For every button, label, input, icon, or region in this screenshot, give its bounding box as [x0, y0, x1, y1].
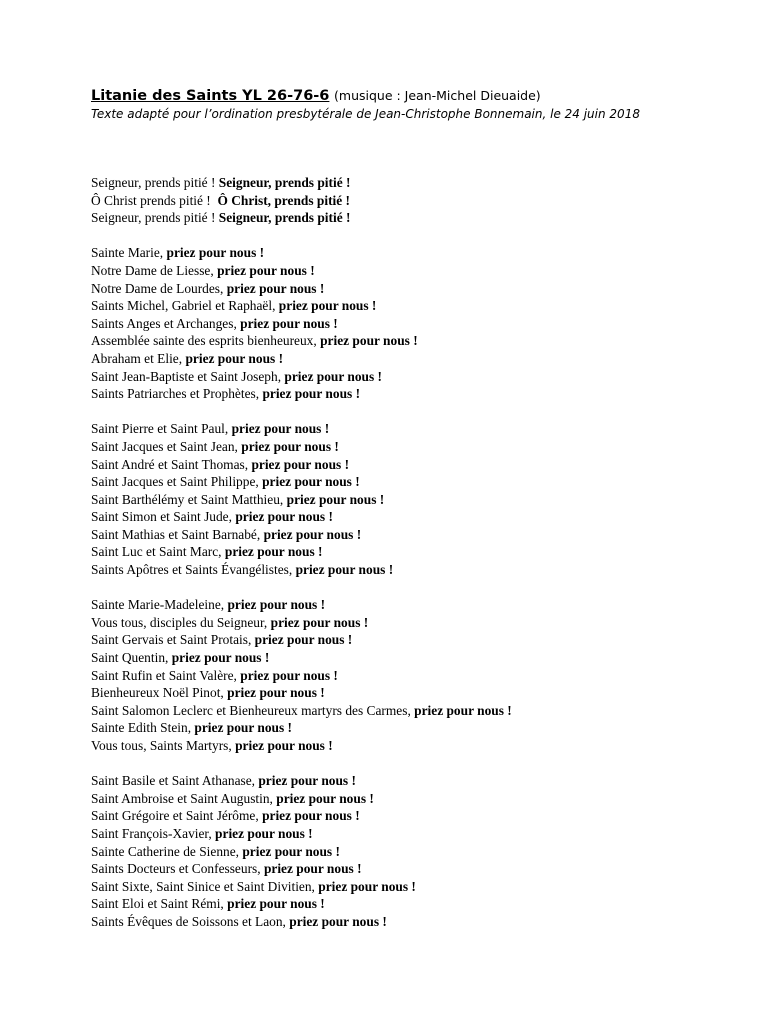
litany-line	[91, 825, 731, 843]
response-text: priez pour nous !	[320, 333, 418, 349]
document-header	[91, 86, 731, 123]
response-text: priez pour nous !	[278, 298, 377, 314]
litany-line	[91, 332, 731, 350]
response-text: priez pour nous !	[217, 262, 315, 278]
invocation-text: Saint Luc et Saint Marc,	[91, 544, 225, 560]
response-text: priez pour nous !	[258, 773, 356, 789]
response-text: priez pour nous !	[254, 632, 353, 648]
response-text: priez pour nous !	[227, 685, 325, 701]
response-text: priez pour nous !	[262, 808, 360, 824]
litany-line	[91, 368, 731, 386]
response-text: priez pour nous !	[270, 614, 369, 630]
litany-line	[91, 790, 731, 808]
invocation-text: Sainte Catherine de Sienne,	[91, 843, 243, 859]
invocation-text: Saint Jacques et Saint Philippe,	[91, 474, 263, 490]
litany-line	[91, 350, 731, 368]
litany-line	[91, 614, 731, 632]
response-text: priez pour nous !	[318, 878, 416, 894]
response-text: priez pour nous !	[262, 474, 360, 490]
invocation-text: Notre Dame de Liesse,	[91, 262, 218, 278]
document-page	[91, 86, 731, 948]
litany-line	[91, 315, 731, 333]
litany-line	[91, 526, 731, 544]
invocation-text: Notre Dame de Lourdes,	[91, 280, 227, 296]
litany-line	[91, 491, 731, 509]
invocation-text: Saint Rufin et Saint Valère,	[91, 667, 241, 683]
litany-stanza	[91, 244, 731, 402]
invocation-text: Saint Gervais et Saint Protais,	[91, 632, 255, 648]
response-text: priez pour nous !	[171, 650, 270, 666]
litany-line	[91, 473, 731, 491]
invocation-text: Saint Simon et Saint Jude,	[91, 509, 236, 525]
response-text: priez pour nous !	[231, 421, 330, 437]
response-text: priez pour nous !	[263, 526, 362, 542]
litany-stanza	[91, 420, 731, 578]
invocation-text: Saints Docteurs et Confesseurs,	[91, 861, 264, 877]
response-text: priez pour nous !	[166, 245, 265, 261]
litany-stanza	[91, 174, 731, 227]
litany-line	[91, 895, 731, 913]
invocation-text: Saints Évêques de Soissons et Laon,	[91, 913, 290, 929]
invocation-text: Ô Christ prends pitié !	[91, 192, 218, 208]
invocation-text: Saint Jacques et Saint Jean,	[91, 438, 242, 454]
response-text: priez pour nous !	[276, 790, 374, 806]
invocation-text: Saint Barthélémy et Saint Matthieu,	[91, 491, 287, 507]
litany-line	[91, 297, 731, 315]
litany-stanza	[91, 772, 731, 930]
response-text: priez pour nous !	[251, 456, 350, 472]
response-text: priez pour nous !	[263, 861, 362, 877]
response-text: priez pour nous !	[289, 913, 387, 929]
litany-line	[91, 737, 731, 755]
litany-stanza	[91, 596, 731, 754]
invocation-text: Saint Pierre et Saint Paul,	[91, 421, 232, 437]
litany-line	[91, 860, 731, 878]
invocation-text: Saint François-Xavier,	[91, 825, 216, 841]
litany-line	[91, 772, 731, 790]
invocation-text: Sainte Marie,	[91, 245, 167, 261]
response-text: priez pour nous !	[215, 825, 313, 841]
response-text: Seigneur, prends pitié !	[218, 210, 351, 226]
invocation-text: Saint Basile et Saint Athanase,	[91, 773, 259, 789]
litany-line	[91, 420, 731, 438]
litany-line	[91, 596, 731, 614]
invocation-text: Bienheureux Noël Pinot,	[91, 685, 228, 701]
document-subtitle: Texte adapté pour l’ordination presbytérale de Jean-Christophe Bonnemain, le 24 juin 2018	[91, 107, 640, 121]
invocation-text: Saint Salomon Leclerc et Bienheureux martyrs des Carmes,	[91, 702, 415, 718]
response-text: priez pour nous !	[227, 896, 325, 912]
response-text: priez pour nous !	[241, 438, 339, 454]
litany-line	[91, 878, 731, 896]
invocation-text: Seigneur, prends pitié !	[91, 175, 219, 190]
response-text: priez pour nous !	[194, 720, 292, 736]
invocation-text: Saints Apôtres et Saints Évangélistes,	[91, 562, 296, 578]
response-text: priez pour nous !	[185, 350, 284, 366]
response-text: Ô Christ, prends pitié !	[217, 192, 351, 208]
response-text: priez pour nous !	[286, 491, 385, 507]
response-text: priez pour nous !	[227, 597, 326, 613]
response-text: priez pour nous !	[284, 368, 382, 384]
litany-line	[91, 684, 731, 702]
litany-line	[91, 702, 731, 720]
response-text: priez pour nous !	[226, 280, 325, 296]
litany-line	[91, 843, 731, 861]
response-text: priez pour nous !	[224, 544, 323, 560]
invocation-text: Saints Anges et Archanges,	[91, 315, 241, 331]
invocation-text: Abraham et Elie,	[91, 350, 186, 366]
litany-line	[91, 438, 731, 456]
title-line	[91, 86, 731, 106]
invocation-text: Sainte Marie-Madeleine,	[91, 597, 228, 613]
litany-line	[91, 561, 731, 579]
invocation-text: Sainte Edith Stein,	[91, 720, 195, 736]
litany-line	[91, 192, 731, 210]
litany-line	[91, 262, 731, 280]
response-text: priez pour nous !	[235, 509, 333, 525]
response-text: priez pour nous !	[262, 386, 361, 402]
response-text: priez pour nous !	[240, 667, 338, 683]
litany-line	[91, 913, 731, 931]
response-text: priez pour nous !	[414, 702, 512, 718]
response-text: Seigneur, prends pitié !	[218, 175, 351, 190]
music-credit: (musique : Jean-Michel Dieuaide)	[334, 88, 541, 103]
response-text: priez pour nous !	[235, 738, 333, 753]
invocation-text: Saint André et Saint Thomas,	[91, 456, 252, 472]
document-title: Litanie des Saints YL 26-76-6	[91, 88, 330, 104]
invocation-text: Saint Grégoire et Saint Jérôme,	[91, 808, 263, 824]
invocation-text: Vous tous, Saints Martyrs,	[91, 738, 236, 753]
invocation-text: Saints Patriarches et Prophètes,	[91, 386, 263, 402]
invocation-text: Saint Eloi et Saint Rémi,	[91, 896, 228, 912]
invocation-text: Seigneur, prends pitié !	[91, 210, 219, 226]
litany-line	[91, 631, 731, 649]
litany-line	[91, 174, 731, 192]
invocation-text: Saint Sixte, Saint Sinice et Saint Divitien,	[91, 878, 319, 894]
litany-line	[91, 385, 731, 403]
litany-line	[91, 280, 731, 298]
litany-line	[91, 508, 731, 526]
invocation-text: Vous tous, disciples du Seigneur,	[91, 614, 271, 630]
litany-line	[91, 456, 731, 474]
response-text: priez pour nous !	[242, 843, 340, 859]
response-text: priez pour nous !	[240, 315, 338, 331]
litany-line	[91, 244, 731, 262]
litany-line	[91, 807, 731, 825]
litany-line	[91, 719, 731, 737]
invocation-text: Saint Mathias et Saint Barnabé,	[91, 526, 264, 542]
invocation-text: Assemblée sainte des esprits bienheureux,	[91, 333, 321, 349]
litany-line	[91, 543, 731, 561]
invocation-text: Saints Michel, Gabriel et Raphaël,	[91, 298, 279, 314]
invocation-text: Saint Quentin,	[91, 650, 172, 666]
litany-line	[91, 209, 731, 227]
invocation-text: Saint Jean-Baptiste et Saint Joseph,	[91, 368, 285, 384]
invocation-text: Saint Ambroise et Saint Augustin,	[91, 790, 277, 806]
response-text: priez pour nous !	[295, 562, 394, 578]
litany-body	[91, 174, 731, 931]
litany-line	[91, 649, 731, 667]
litany-line	[91, 667, 731, 685]
